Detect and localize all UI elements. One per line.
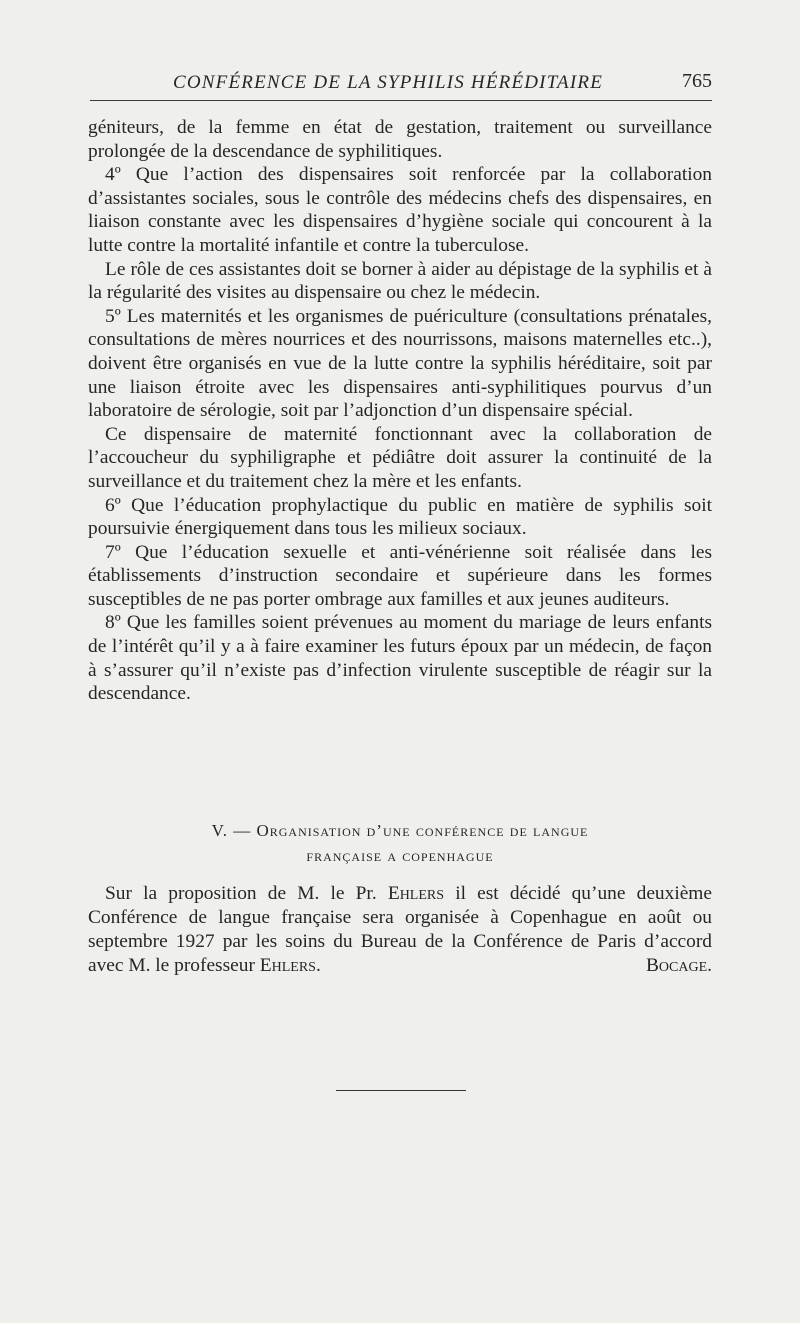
paragraph-item-8: 8º Que les familles soient prévenues au moment du mariage de leurs enfants de l’intérêt qu’il y a à faire examiner les futurs époux par un médecin, de façon à s’assurer qu’il n’existe pas d’infection virulente susceptible de réagir sur la descendance. (88, 612, 712, 705)
closing-text (88, 882, 712, 978)
paragraph-assistantes-role: Le rôle de ces assistantes doit se borner à aider au dépistage de la syphilis et à la régularité des visites au dispensaire ou chez le médecin. (88, 258, 712, 304)
running-title: CONFÉRENCE DE LA SYPHILIS HÉRÉDITAIRE (173, 72, 604, 93)
end-rule (336, 1090, 466, 1091)
section-title-line-1: Organisation d’une conférence de langue (256, 821, 589, 840)
signature: Bocage. (645, 955, 712, 976)
closing-paragraph (88, 882, 712, 978)
resolution-text (88, 116, 712, 706)
closing-part-3: . (315, 955, 321, 976)
name-ehlers-1: Ehlers (387, 883, 445, 904)
closing-part-2: il est décidé qu’une deuxième Conférence de langue française sera organisée à Copenhague en août ou septembre 1927 par les soins du Bureau de la Conférence de Paris d’accord avec M. le professeur (88, 883, 712, 976)
section-heading (88, 818, 712, 868)
paragraph-maternity-dispensary: Ce dispensaire de maternité fonctionnant avec la collaboration de l’accoucheur du syphiligraphe et pédiâtre doit assurer la continuité de la surveillance et du traitement chez la mère et les enfants. (88, 423, 712, 492)
paragraph-continuation: géniteurs, de la femme en état de gestation, traitement ou surveillance prolongée de la descendance de syphilitiques. (88, 117, 712, 162)
name-ehlers-2: Ehlers (259, 955, 316, 976)
paragraph-item-5: 5º Les maternités et les organismes de puériculture (consultations prénatales, consultations de mères nourrices et des nourrissons, maisons maternelles etc..), doivent être organisés en vue de la lutte contre la syphilis héréditaire, soit par une liaison étroite avec les dispensaires anti-syphilitiques pourvus d’un laboratoire de sérologie, soit par l’adjonction d’un dispensaire spécial. (88, 305, 712, 422)
closing-part-1: Sur la proposition de M. le Pr. (105, 883, 388, 904)
paragraph-item-7: 7º Que l’éducation sexuelle et anti-vénérienne soit réalisée dans les établissements d’instruction secondaire et supérieure dans les formes susceptibles de ne pas porter ombrage aux familles et aux jeunes auditeurs. (88, 541, 712, 610)
section-heading-line-1 (88, 818, 712, 843)
paragraph-item-6: 6º Que l’éducation prophylactique du public en matière de syphilis soit poursuivie énergiquement dans tous les milieux sociaux. (88, 494, 712, 540)
page-number: 765 (682, 70, 712, 92)
running-header (90, 70, 712, 101)
section-number: V. — (211, 821, 252, 840)
paragraph-item-4: 4º Que l’action des dispensaires soit renforcée par la collaboration d’assistantes sociales, sous le contrôle des médecins chefs des dispensaires, en liaison constante avec les dispensaires d’hygiène sociale qui concourent à la lutte contre la mortalité infantile et contre la tuberculose. (88, 164, 712, 256)
section-title-line-2: française a copenhague (306, 846, 494, 865)
